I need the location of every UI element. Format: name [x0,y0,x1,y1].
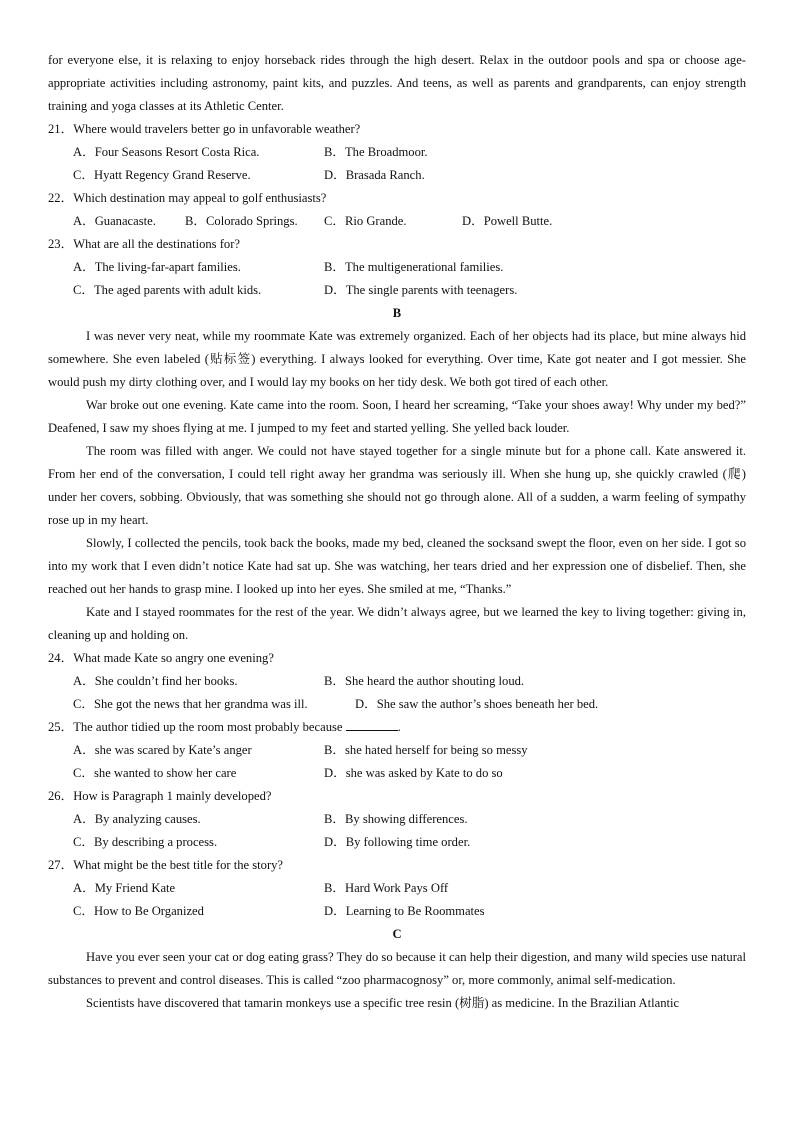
question-26-stem: 26．How is Paragraph 1 mainly developed? [48,789,272,803]
question-27-options [48,877,746,900]
q26-option-d[interactable]: D．By following time order. [324,835,471,849]
section-b-paragraph-4: Slowly, I collected the pencils, took back the books, made my bed, cleaned the socksand swept the floor, even on her side. I got so into my work that I even didn’t notice Kate had sat up. She was watching, her tears dried and her expression one of disbelief. Then, she reached out her hands to grasp mine. I looked up into her eyes. She smiled at me, “Thanks.” [48,536,746,596]
q21-option-d[interactable]: D．Brasada Ranch. [324,168,425,182]
q23-option-a[interactable]: A．The living-far-apart families. [73,260,241,274]
q25-option-d[interactable]: D．she was asked by Kate to do so [324,766,503,780]
q23-option-b[interactable]: B．The multigenerational families. [324,260,504,274]
q25-stem-text: 25．The author tidied up the room most probably because [48,720,343,734]
question-22-options [48,210,746,233]
question-25-options [48,739,746,762]
section-b-heading: B [392,306,402,320]
question-27-stem: 27．What might be the best title for the story? [48,858,284,872]
question-26-options-2 [48,831,746,854]
q27-option-d[interactable]: D．Learning to Be Roommates [324,904,485,918]
q21-option-c[interactable]: C．Hyatt Regency Grand Reserve. [73,168,251,182]
q26-option-b[interactable]: B．By showing differences. [324,812,468,826]
question-25-stem [48,716,746,739]
q24-option-a[interactable]: A．She couldn’t find her books. [73,674,238,688]
q27-option-b[interactable]: B．Hard Work Pays Off [324,881,449,895]
section-c-heading: C [392,927,402,941]
question-23-stem: 23．What are all the destinations for? [48,237,240,251]
question-24-options-2 [48,693,746,716]
question-21-stem: 21．Where would travelers better go in unfavorable weather? [48,122,361,136]
q25-option-a[interactable]: A．she was scared by Kate’s anger [73,743,252,757]
section-b-paragraph-1: I was never very neat, while my roommate Kate was extremely organized. Each of her objects had its place, but mine always hid somewhere. She even labeled (贴标签) everything. I always looked for everything. Over time, Kate got neater and I got messier. She would push my dirty clothing over, and I would lay my books on her tidy desk. We both got tired of each other. [48,329,746,389]
question-21-options-2 [48,164,746,187]
q23-option-d[interactable]: D．The single parents with teenagers. [324,283,518,297]
q25-option-c[interactable]: C．she wanted to show her care [73,766,237,780]
question-24-options [48,670,746,693]
section-c-paragraph-2: Scientists have discovered that tamarin monkeys use a specific tree resin (树脂) as medicine. In the Brazilian Atlantic [86,996,680,1010]
q27-option-a[interactable]: A．My Friend Kate [73,881,176,895]
q21-option-b[interactable]: B．The Broadmoor. [324,145,428,159]
q22-option-c[interactable]: C．Rio Grande. [324,214,407,228]
q24-option-b[interactable]: B．She heard the author shouting loud. [324,674,525,688]
question-25-options-2 [48,762,746,785]
section-c-paragraph-1: Have you ever seen your cat or dog eating grass? They do so because it can help their digestion, and many wild species use natural substances to prevent and control diseases. This is called “zoo pharmacognosy” or, more commonly, animal self-medication. [48,950,746,987]
passage-a-tail-paragraph: for everyone else, it is relaxing to enjoy horseback rides through the high desert. Relax in the outdoor pools and spa or choose age-appropriate activities including astronomy, paint kits, and puzzles. And teens, as well as parents and grandparents, can enjoy strength training and yoga classes at its Athletic Center. [48,53,746,113]
q25-option-b[interactable]: B．she hated herself for being so messy [324,743,528,757]
question-23-options [48,256,746,279]
q22-option-b[interactable]: B．Colorado Springs. [185,214,298,228]
q22-option-d[interactable]: D．Powell Butte. [462,214,553,228]
q21-option-a[interactable]: A．Four Seasons Resort Costa Rica. [73,145,260,159]
q25-period: . [397,720,401,734]
question-26-options [48,808,746,831]
q27-option-c[interactable]: C．How to Be Organized [73,904,204,918]
section-b-paragraph-2: War broke out one evening. Kate came into the room. Soon, I heard her screaming, “Take your shoes away! Why under my bed?” Deafened, I saw my shoes flying at me. I jumped to my feet and started yelling. She yelled back louder. [48,398,746,435]
q24-option-d[interactable]: D．She saw the author’s shoes beneath her bed. [355,697,599,711]
q24-option-c[interactable]: C．She got the news that her grandma was ill. [73,697,308,711]
q22-option-a[interactable]: A．Guanacaste. [73,214,156,228]
q26-option-a[interactable]: A．By analyzing causes. [73,812,201,826]
question-27-options-2 [48,900,746,923]
question-21-options [48,141,746,164]
q23-option-c[interactable]: C．The aged parents with adult kids. [73,283,262,297]
section-b-paragraph-3: The room was filled with anger. We could not have stayed together for a single minute but for a phone call. Kate answered it. From her end of the conversation, I could tell right away her grandma was seriously ill. When she hung up, she quickly crawled (爬) under her covers, sobbing. Obviously, that was something she should not go through alone. All of a sudden, a warm feeling of sympathy rose up in my heart. [48,444,746,527]
section-b-paragraph-5: Kate and I stayed roommates for the rest of the year. We didn’t always agree, but we learned the key to living together: giving in, cleaning up and holding on. [48,605,746,642]
question-23-options-2 [48,279,746,302]
answer-blank [346,718,398,731]
question-24-stem: 24．What made Kate so angry one evening? [48,651,274,665]
question-22-stem: 22．Which destination may appeal to golf enthusiasts? [48,191,327,205]
q26-option-c[interactable]: C．By describing a process. [73,835,218,849]
exam-page [48,49,746,1015]
